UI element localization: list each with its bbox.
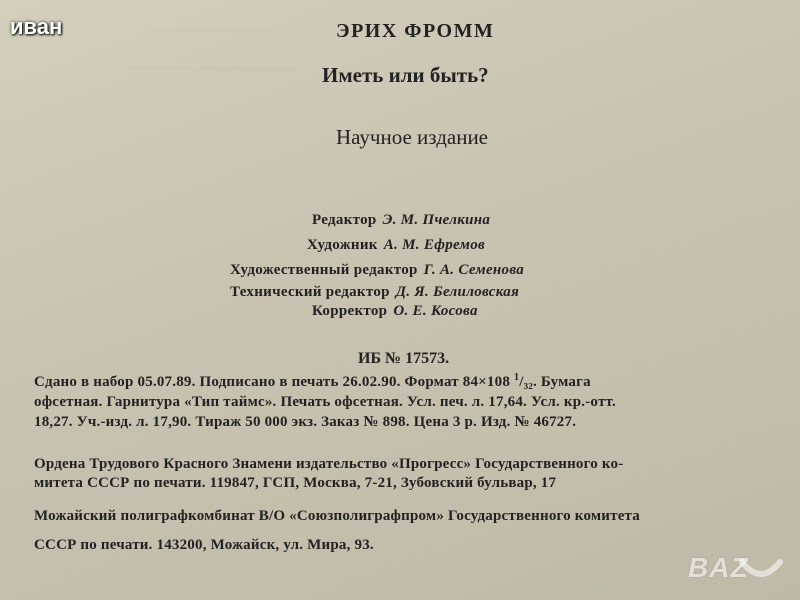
credit-tech-editor (230, 284, 519, 301)
credit-person: А. М. Ефремов (383, 237, 485, 253)
credit-artist (307, 237, 485, 254)
book-author: ЭРИХ ФРОММ (336, 20, 495, 42)
book-title: Иметь или быть? (322, 63, 489, 87)
printer-line: СССР по печати. 143200, Можайск, ул. Мира, 93. (34, 537, 374, 553)
credit-person: Э. М. Пчелкина (382, 212, 491, 228)
publisher-line: Ордена Трудового Красного Знамени издательство «Прогресс» Государственного ко- (34, 456, 624, 472)
credit-role: Художник (307, 237, 378, 253)
credit-role: Редактор (312, 212, 377, 228)
book-subtitle: Научное издание (336, 125, 489, 149)
bleed-through-text: ────────── (150, 20, 278, 40)
credit-person: О. Е. Косова (393, 303, 478, 319)
ib-number: ИБ № 17573. (358, 350, 450, 367)
imprint-line: 18,27. Уч.-изд. л. 17,90. Тираж 50 000 экз. Заказ № 898. Цена 3 р. Изд. № 46727. (34, 414, 577, 430)
credit-role: Художественный редактор (230, 262, 418, 278)
imprint-line (34, 372, 591, 391)
credit-proofreader (312, 303, 478, 320)
credit-art-editor (230, 262, 524, 279)
credit-role: Технический редактор (230, 284, 390, 300)
credit-person: Г. А. Семенова (423, 262, 525, 278)
publisher-line: митета СССР по печати. 119847, ГСП, Москва, 7-21, Зубовский бульвар, 17 (34, 475, 557, 491)
watermark-text: иван (10, 14, 63, 39)
site-logo-text: BAZ (688, 552, 749, 583)
imprint-text: Сдано в набор 05.07.89. Подписано в печать 26.02.90. Формат 84×108 (34, 374, 511, 390)
printer-line: Можайский полиграфкомбинат В/О «Союзполиграфпром» Государственного комитета (34, 508, 641, 524)
imprint-text: /₃₂. Бумага (519, 374, 591, 390)
imprint-sup: 1 (514, 372, 520, 383)
bleed-through-text: ───────────── (130, 58, 296, 78)
imprint-line: офсетная. Гарнитура «Тип таймс». Печать офсетная. Усл. печ. л. 17,64. Усл. кр.-отт. (34, 394, 616, 410)
credit-role: Корректор (312, 303, 388, 319)
smile-logo-icon (738, 552, 784, 586)
credit-editor (312, 212, 490, 229)
credit-person: Д. Я. Белиловская (395, 284, 520, 300)
